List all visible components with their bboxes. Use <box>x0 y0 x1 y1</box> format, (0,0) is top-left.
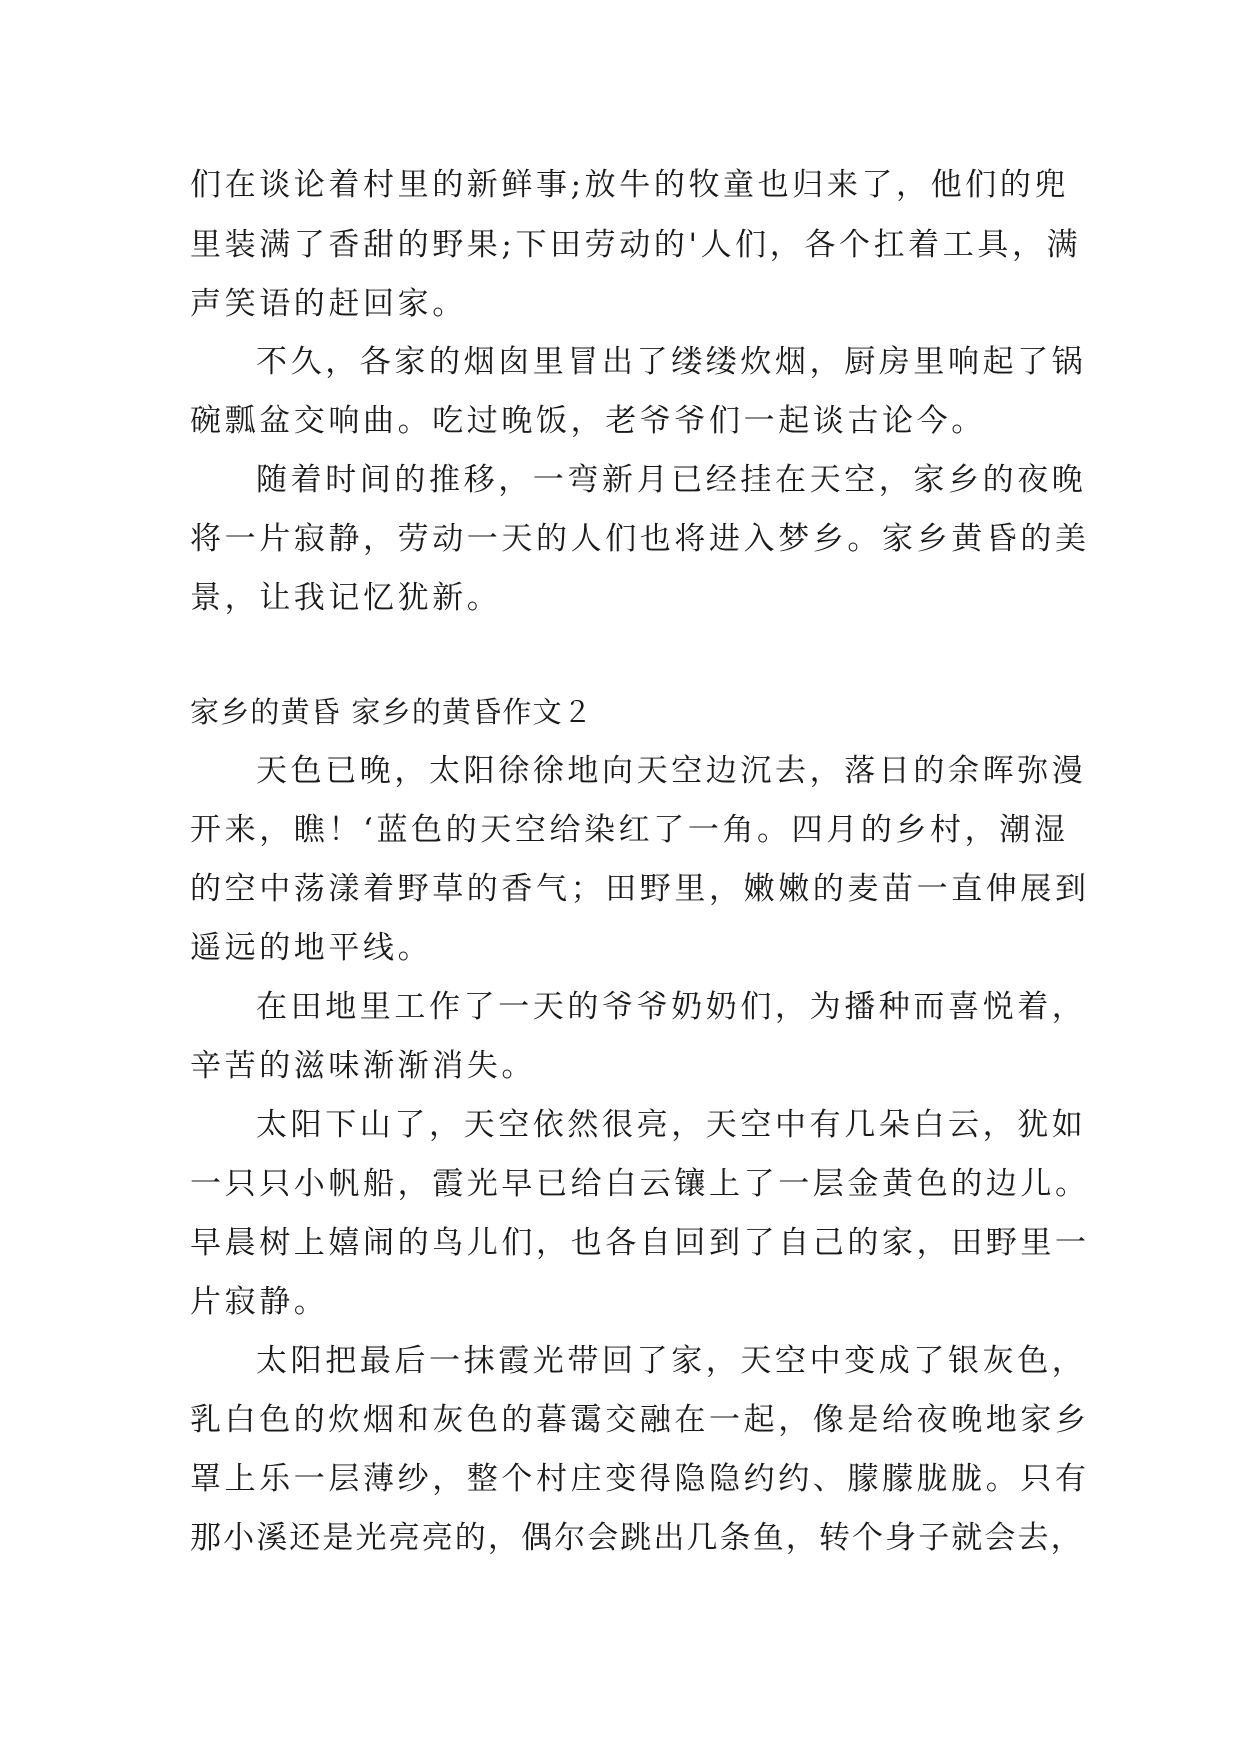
text-line: 的空中荡漾着野草的香气；田野里，嫩嫩的麦苗一直伸展到 <box>190 871 1090 907</box>
text-line: 们在谈论着村里的新鲜事;放牛的牧童也归来了，他们的兜 <box>190 167 1070 203</box>
text-line: 太阳下山了，天空依然很亮，天空中有几朵白云，犹如 <box>256 1107 1087 1143</box>
text-line: 那小溪还是光亮亮的，偶尔会跳出几条鱼，转个身子就会去， <box>190 1520 1084 1556</box>
text-line: 里装满了香甜的野果;下田劳动的'人们，各个扛着工具，满 <box>190 227 1082 263</box>
text-line: 不久，各家的烟囱里冒出了缕缕炊烟，厨房里响起了锅 <box>256 344 1087 380</box>
text-line: 太阳把最后一抹霞光带回了家，天空中变成了银灰色， <box>256 1343 1087 1379</box>
text-line: 天色已晚，太阳徐徐地向天空边沉去，落日的余晖弥漫 <box>256 753 1087 789</box>
text-line: 辛苦的滋味渐渐消失。 <box>190 1048 536 1084</box>
section-heading: 家乡的黄昏 家乡的黄昏作文２ <box>190 695 594 729</box>
text-line: 开来，瞧！‘蓝色的天空给染红了一角。四月的乡村，潮湿 <box>190 812 1069 848</box>
text-line: 碗瓢盆交响曲。吃过晚饭，老爷爷们一起谈古论今。 <box>190 403 986 439</box>
text-line: 在田地里工作了一天的爷爷奶奶们，为播种而喜悦着， <box>256 989 1087 1025</box>
text-line: 早晨树上嬉闹的鸟儿们，也各自回到了自己的家，田野里一 <box>190 1225 1090 1261</box>
text-line: 景，让我记忆犹新。 <box>190 580 502 616</box>
text-line: 将一片寂静，劳动一天的人们也将进入梦乡。家乡黄昏的美 <box>190 521 1090 557</box>
text-line: 随着时间的推移，一弯新月已经挂在天空，家乡的夜晚 <box>256 462 1087 498</box>
text-line: 声笑语的赶回家。 <box>190 286 467 322</box>
text-line: 罩上乐一层薄纱，整个村庄变得隐隐约约、朦朦胧胧。只有 <box>190 1461 1090 1497</box>
text-line: 一只只小帆船，霞光早已给白云镶上了一层金黄色的边儿。 <box>190 1166 1090 1202</box>
text-line: 乳白色的炊烟和灰色的暮霭交融在一起，像是给夜晚地家乡 <box>190 1402 1090 1438</box>
text-line: 片寂静。 <box>190 1284 329 1320</box>
text-line: 遥远的地平线。 <box>190 930 433 966</box>
